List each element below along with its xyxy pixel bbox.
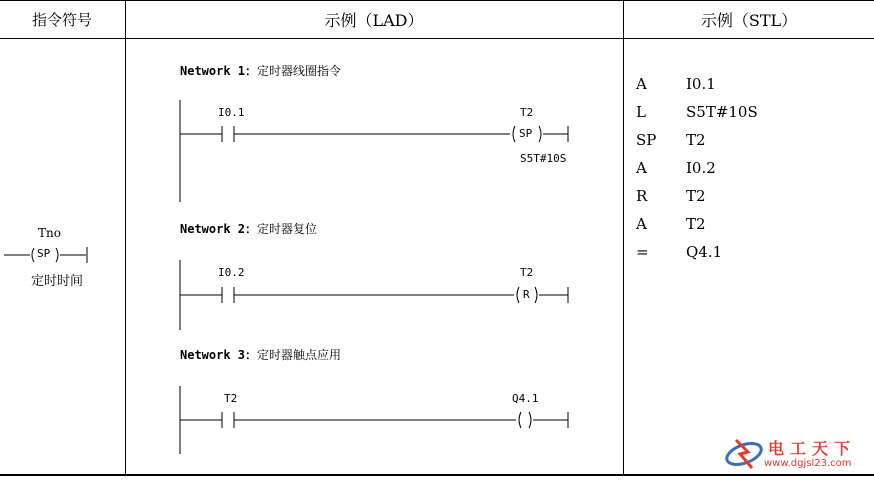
stl-row bbox=[636, 126, 758, 154]
network-1-contact-label: I0.1 bbox=[218, 106, 245, 119]
symbol-coil-text: SP bbox=[37, 247, 51, 260]
network-3-prefix: Network 3： bbox=[180, 348, 258, 362]
stl-row bbox=[636, 182, 758, 210]
header-divider bbox=[0, 38, 874, 39]
stl-row bbox=[636, 70, 758, 98]
stl-op: = bbox=[636, 243, 649, 261]
network-1-title bbox=[180, 62, 341, 79]
network-2-title bbox=[180, 220, 317, 237]
symbol-timer-name: Tno bbox=[38, 226, 61, 240]
network-2-coil-label: T2 bbox=[520, 266, 534, 279]
column-divider-2 bbox=[623, 0, 624, 476]
column-divider-1 bbox=[125, 0, 126, 476]
bottom-border bbox=[0, 474, 874, 476]
stl-arg: T2 bbox=[686, 215, 706, 233]
stl-row bbox=[636, 210, 758, 238]
stl-op: A bbox=[636, 215, 647, 233]
network-2-coil-text: R bbox=[523, 288, 530, 301]
network-3-coil-label: Q4.1 bbox=[512, 392, 539, 405]
stl-arg: T2 bbox=[686, 187, 706, 205]
watermark-url: www.dgjsl23.com bbox=[764, 458, 852, 469]
stl-op: SP bbox=[636, 131, 657, 149]
stl-op: A bbox=[636, 159, 647, 177]
stl-op: L bbox=[636, 103, 646, 121]
stl-arg: Q4.1 bbox=[686, 243, 723, 261]
network-1-coil-text: SP bbox=[519, 127, 533, 140]
stl-arg: T2 bbox=[686, 131, 706, 149]
network-3-contact-label: T2 bbox=[224, 392, 238, 405]
stl-op: A bbox=[636, 75, 647, 93]
watermark-text: 电工天下 bbox=[768, 439, 857, 458]
network-1-name: 定时器线圈指令 bbox=[257, 64, 342, 78]
header-stl-example: 示例（STL） bbox=[700, 10, 798, 30]
network-3-title bbox=[180, 346, 341, 363]
stl-row bbox=[636, 238, 758, 266]
network-1-prefix: Network 1： bbox=[180, 64, 258, 78]
network-2-prefix: Network 2： bbox=[180, 222, 258, 236]
network-2-contact-label: I0.2 bbox=[218, 266, 245, 279]
network-1-coil-param: S5T#10S bbox=[520, 152, 567, 165]
stl-op: R bbox=[636, 187, 648, 205]
stl-arg: I0.1 bbox=[686, 75, 716, 93]
stl-row bbox=[636, 98, 758, 126]
stl-arg: S5T#10S bbox=[686, 103, 758, 121]
network-2-name: 定时器复位 bbox=[257, 222, 318, 236]
network-3-name: 定时器触点应用 bbox=[257, 348, 342, 362]
watermark-logo-icon bbox=[722, 432, 766, 472]
stl-row bbox=[636, 154, 758, 182]
header-lad-example: 示例（LAD） bbox=[324, 10, 424, 30]
header-instruction-symbol: 指令符号 bbox=[31, 10, 92, 29]
stl-listing bbox=[636, 70, 758, 266]
symbol-caption: 定时时间 bbox=[31, 274, 84, 289]
symbol-coil-graphic bbox=[0, 240, 124, 270]
network-1-coil-label: T2 bbox=[520, 106, 534, 119]
stl-arg: I0.2 bbox=[686, 159, 716, 177]
